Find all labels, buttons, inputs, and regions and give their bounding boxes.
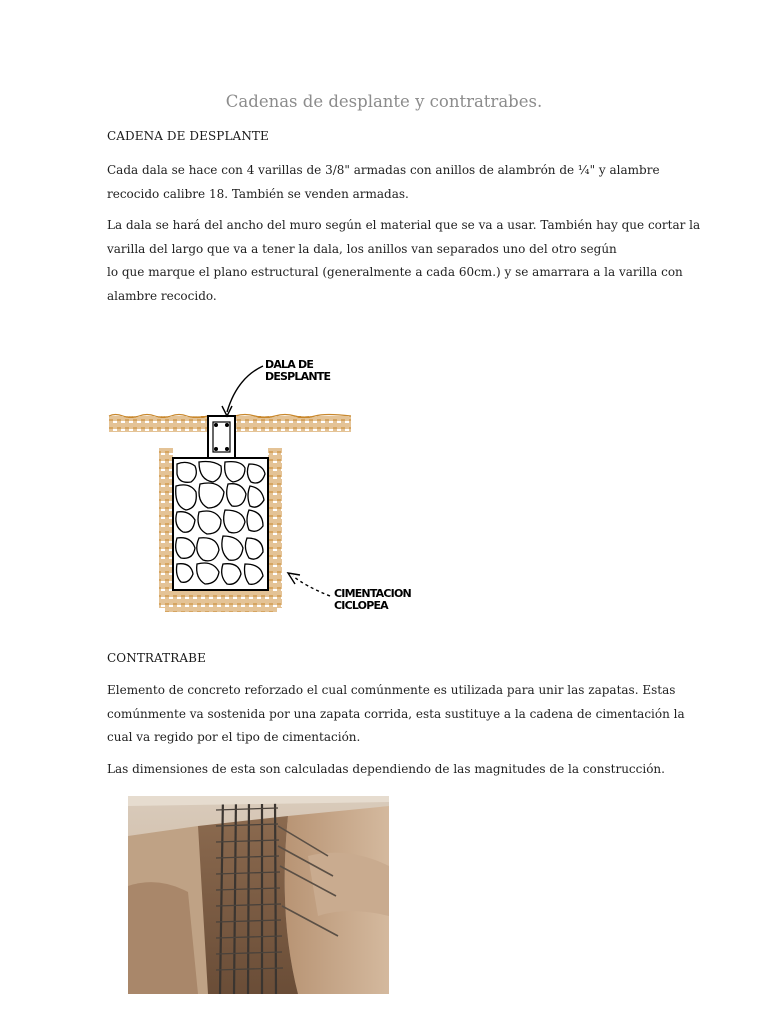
soil-bottom: [165, 590, 277, 612]
label-line: DESPLANTE: [265, 370, 331, 383]
text-line: varilla del largo que va a tener la dala, los anillos van separados uno del otro según: [107, 241, 617, 256]
page-title: Cadenas de desplante y contratrabes.: [225, 92, 543, 111]
soil-side-right: [268, 448, 282, 608]
section-heading-cadena: CADENA DE DESPLANTE: [107, 129, 269, 143]
soil-side-left: [159, 448, 173, 608]
leader-arrow-top: [227, 366, 263, 412]
text-line: lo que marque el plano estructural (generalmente a cada 60cm.) y se amarrara a la varilla con: [107, 265, 683, 279]
paragraph-cadena-1: [107, 159, 667, 206]
diagram-label-dala: [265, 359, 330, 383]
paragraph-cadena-2: [107, 214, 701, 308]
label-line: DALA DE: [265, 358, 314, 371]
soil-left-hatch: [109, 416, 208, 432]
soil-right-hatch: [235, 416, 351, 432]
section-heading-contratrabe: CONTRATRABE: [107, 651, 206, 665]
text-line: Elemento de concreto reforzado el cual comúnmente es utilizada para unir las zapatas. Estas: [107, 683, 676, 697]
paragraph-contratrabe-1: [107, 679, 685, 750]
text-line: cual va regido por el tipo de cimentación.: [107, 730, 361, 744]
rebar-trench-photo: [128, 796, 389, 994]
foundation-diagram: [105, 350, 435, 625]
text-line: Las dimensiones de esta son calculadas dependiendo de las magnitudes de la construcción.: [107, 762, 665, 776]
text-line: comúnmente va sostenida por una zapata corrida, esta sustituye a la cadena de cimentación la: [107, 706, 685, 721]
text-line: La dala se hará del ancho del muro según el material que se va a usar. También hay que cortar la: [107, 218, 701, 232]
paragraph-contratrabe-2: [107, 758, 667, 782]
diagram-label-cimentacion: [334, 588, 411, 612]
leader-arrow-bottom: [293, 576, 330, 596]
label-line: CIMENTACION: [334, 587, 411, 600]
text-line: alambre recocido.: [107, 288, 217, 303]
text-line: recocido calibre 18. También se venden armadas.: [107, 186, 409, 201]
text-line: Cada dala se hace con 4 varillas de 3/8" armadas con anillos de alambrón de ¼" y alambre: [107, 163, 660, 177]
label-line: CICLOPEA: [334, 599, 388, 612]
